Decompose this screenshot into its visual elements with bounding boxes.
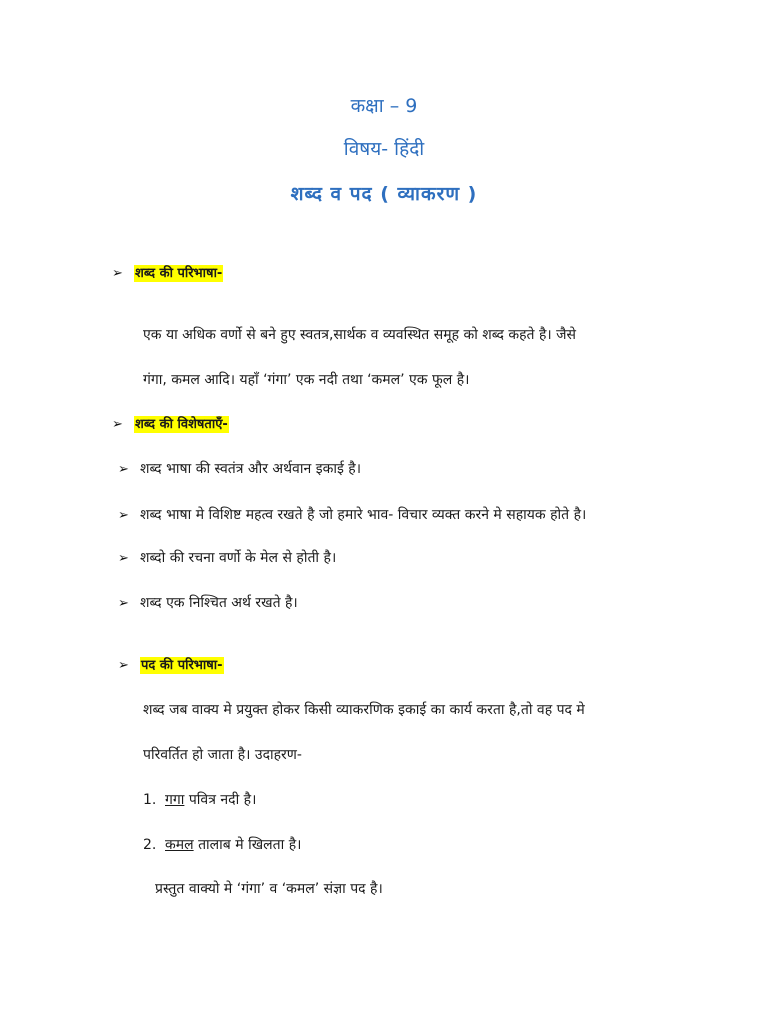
paragraph-line: एक या अधिक वर्णो से बने हुए स्वतत्र,सार्थक व व्यवस्थित समूह को शब्द कहते है। जैसे [143, 327, 577, 343]
section-heading-pad-definition [118, 657, 224, 675]
list-item [118, 549, 336, 568]
section-heading-shabd-definition [112, 265, 223, 283]
example-text: तालाब मे खिलता है। [193, 837, 302, 853]
arrow-bullet-icon: ➢ [112, 266, 123, 281]
arrow-bullet-icon: ➢ [118, 658, 129, 673]
highlighted-heading-text: शब्द की परिभाषा- [135, 266, 223, 281]
paragraph-line: गंगा, कमल आदि। यहाँ ‘गंगा’ एक नदी तथा ‘कमल’ एक फूल है। [143, 372, 470, 388]
arrow-bullet-icon: ➢ [112, 417, 123, 432]
subject-title: विषय- हिंदी [343, 138, 425, 160]
section-heading-shabd-features [112, 416, 229, 434]
example-underlined-word: गगा [165, 792, 185, 808]
list-item-text: शब्द एक निश्चित अर्थ रखते है। [140, 595, 298, 611]
highlighted-heading-text: शब्द की विशेषताएँ- [135, 417, 228, 432]
example-underlined-word: कमल [165, 837, 194, 853]
list-item-text: शब्द भाषा मे विशिष्ट महत्व रखते है जो हमारे भाव- विचार व्यक्त करने मे सहायक होते है। [140, 507, 587, 523]
arrow-bullet-icon: ➢ [118, 462, 129, 477]
class-title: कक्षा – 9 [350, 95, 418, 117]
list-item [118, 594, 298, 613]
arrow-bullet-icon: ➢ [118, 596, 129, 611]
example-number: 2. [143, 837, 157, 853]
example-text: पवित्र नदी है। [184, 792, 257, 808]
example-item [143, 836, 301, 854]
example-item [143, 791, 256, 809]
arrow-bullet-icon: ➢ [118, 508, 129, 523]
conclusion-line: प्रस्तुत वाक्यो मे ‘गंगा’ व ‘कमल’ संज्ञा पद है। [155, 881, 383, 897]
example-number: 1. [143, 792, 157, 808]
topic-title: शब्द व पद ( व्याकरण ) [290, 183, 478, 205]
list-item [118, 506, 586, 525]
paragraph-line: परिवर्तित हो जाता है। उदाहरण- [143, 747, 302, 763]
list-item-text: शब्द भाषा की स्वतंत्र और अर्थवान इकाई है। [140, 461, 362, 477]
arrow-bullet-icon: ➢ [118, 551, 129, 566]
highlighted-heading-text: पद की परिभाषा- [141, 658, 223, 673]
list-item-text: शब्दो की रचना वर्णो के मेल से होती है। [140, 550, 337, 566]
list-item [118, 460, 361, 479]
paragraph-line: शब्द जब वाक्य मे प्रयुक्त होकर किसी व्याकरणिक इकाई का कार्य करता है,तो वह पद मे [143, 702, 585, 718]
